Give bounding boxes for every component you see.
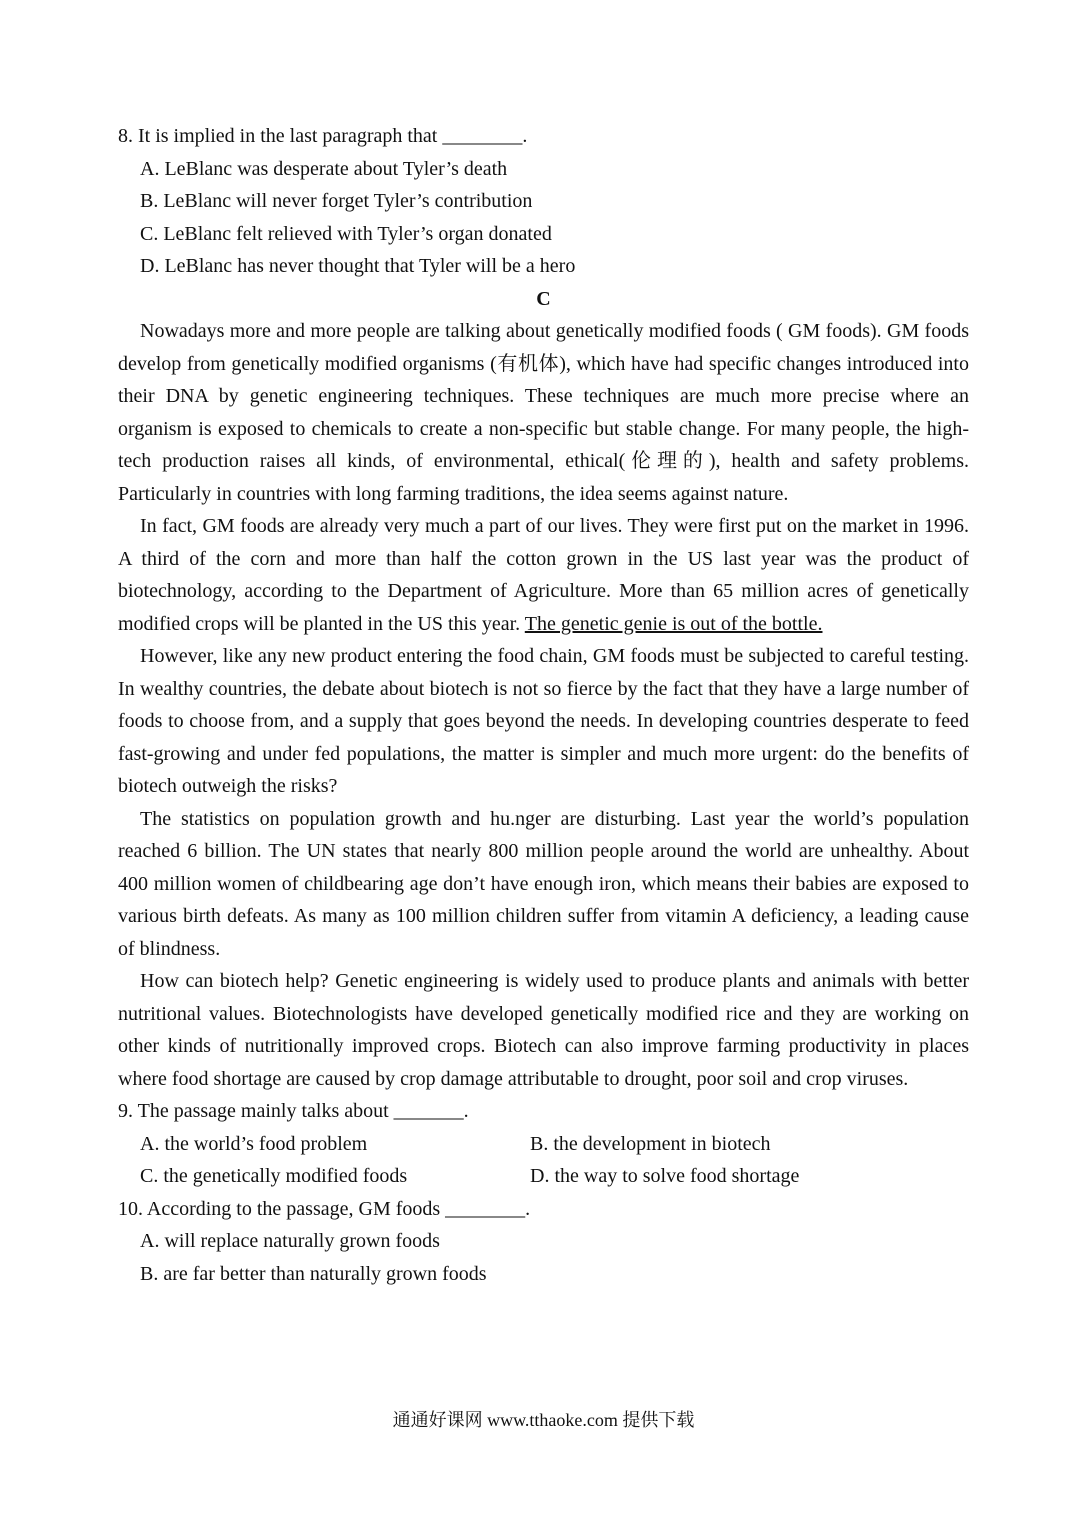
question-8-option-c: C. LeBlanc felt relieved with Tyler’s organ donated (140, 222, 552, 245)
question-10-stem: 10. According to the passage, GM foods ________. (118, 1197, 531, 1220)
question-10-option-b: B. are far better than naturally grown foods (140, 1262, 487, 1285)
question-9-stem: 9. The passage mainly talks about _______. (118, 1100, 469, 1122)
passage-paragraph-2-text: In fact, GM foods are already very much a part of our lives. They were first put on the market in 1996. A third of the corn and more than half the cotton grown in the US last year was the product of biotechnology, according to the Department of Agriculture. More than 65 million acres of genetically modified crops will be planted in the US this year. (118, 515, 969, 635)
document-page (118, 120, 969, 1290)
question-9-options-row-2 (118, 1160, 969, 1193)
page-footer: 通通好课网 www.tthaoke.com 提供下载 (392, 1410, 695, 1430)
passage-paragraph-5: How can biotech help? Genetic engineering is widely used to produce plants and animals with better nutritional values. Biotechnologists have developed genetically modified rice and they are working on other kinds of nutritionally improved crops. Biotech can also improve farming productivity in places where food shortage are caused by crop damage attributable to drought, poor soil and crop viruses. (118, 970, 969, 1090)
question-9-option-a: A. the world’s food problem (140, 1132, 368, 1155)
question-10-option-a: A. will replace naturally grown foods (140, 1230, 440, 1252)
question-9-option-d: D. the way to solve food shortage (530, 1165, 800, 1187)
question-9-option-b: B. the development in biotech (530, 1132, 771, 1155)
passage-paragraph-3: However, like any new product entering the food chain, GM foods must be subjected to careful testing. In wealthy countries, the debate about biotech is not so fierce by the fact that they have a large number of foods to choose from, and a supply that goes beyond the needs. In developing countries desperate to feed fast-growing and under fed populations, the matter is simpler and much more urgent: do the benefits of biotech outweigh the risks? (118, 645, 969, 797)
question-9-option-c: C. the genetically modified foods (140, 1165, 408, 1187)
question-8-option-d: D. LeBlanc has never thought that Tyler will be a hero (140, 255, 576, 277)
question-8-option-a: A. LeBlanc was desperate about Tyler’s death (140, 157, 508, 180)
passage-paragraph-2 (118, 510, 969, 640)
section-title: C (536, 287, 551, 310)
question-9-options-row-1 (118, 1128, 969, 1161)
underlined-sentence: The genetic genie is out of the bottle. (524, 612, 823, 635)
passage-paragraph-1: Nowadays more and more people are talking about genetically modified foods ( GM foods). GM foods develop from genetically modified organisms (有机体), which have had specific changes introduced into their DNA by genetic engineering techniques. These techniques are much more precise where an organism is exposed to chemicals to create a non-specific but stable change. For many people, the high-tech production raises all kinds, of environmental, ethical(伦理的), health and safety problems. Particularly in countries with long farming traditions, the idea seems against nature. (118, 320, 969, 505)
question-8-option-b: B. LeBlanc will never forget Tyler’s contribution (140, 190, 533, 212)
question-8-stem: 8. It is implied in the last paragraph that ________. (118, 125, 528, 147)
passage-paragraph-4: The statistics on population growth and hu.nger are disturbing. Last year the world’s population reached 6 billion. The UN states that nearly 800 million people around the world are unhealthy. About 400 million women of childbearing age don’t have enough iron, which means their babies are exposed to various birth defeats. As many as 100 million children suffer from vitamin A deficiency, a leading cause of blindness. (118, 807, 969, 960)
